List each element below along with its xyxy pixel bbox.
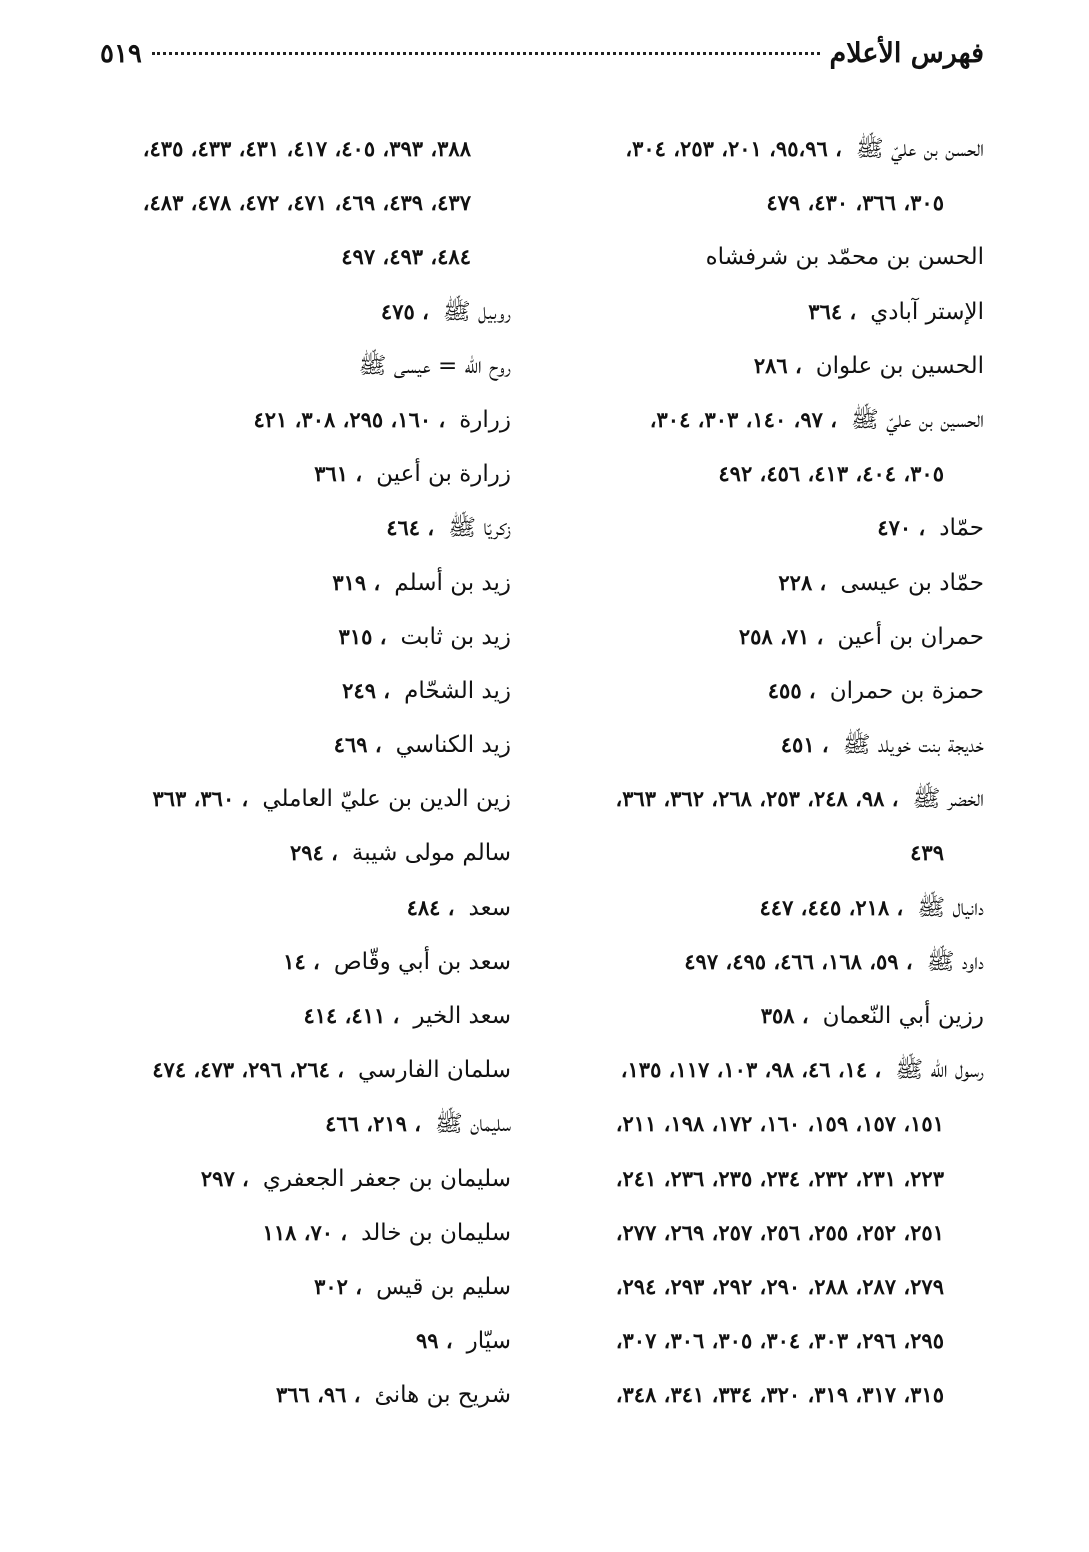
entry-name: حمّاد <box>939 515 984 542</box>
index-entry <box>61 339 511 393</box>
entry-page-refs: ، ٢٤٩ <box>342 677 391 703</box>
entry-page-refs: ، ٤٨٤ <box>406 894 455 920</box>
entry-name: الحسين بن عليّ ﷺ <box>850 406 984 433</box>
entry-name: زين الدين بن عليّ العاملي <box>262 786 511 813</box>
entry-name: حمران بن أعين <box>837 623 984 650</box>
entry-name: سعد الخير <box>413 1003 511 1029</box>
entry-name: روبيل ﷺ <box>442 298 511 325</box>
entry-page-refs: ، ٤٦٩ <box>333 732 382 758</box>
page-number: ٥١٩ <box>100 39 142 69</box>
entry-page-refs: ، ٧٠، ١١٨ <box>262 1219 348 1245</box>
entry-name: الحسن بن عليّ ﷺ <box>855 136 984 162</box>
entry-name: زيد بن أسلم <box>394 569 511 596</box>
entry-page-refs: ٣٠٥، ٣٦٦، ٤٣٠، ٤٧٩ <box>766 190 944 216</box>
page-header <box>100 38 984 88</box>
index-entry <box>61 1097 511 1151</box>
index-entry-continuation <box>61 176 511 230</box>
entry-name: الإستر آبادي <box>870 298 984 325</box>
index-entry <box>534 122 984 176</box>
entry-name: دانيال ﷺ <box>917 894 984 921</box>
entry-page-refs: ، ٩٧، ١٤٠، ٣٠٣، ٣٠٤، <box>649 406 837 432</box>
entry-page-refs: ، ٤٥١ <box>780 732 829 758</box>
entry-name: الحسين بن علوان <box>815 352 984 379</box>
index-entry <box>534 989 984 1043</box>
index-entry-continuation <box>534 1152 984 1206</box>
index-entry-continuation <box>534 1260 984 1314</box>
index-entry-continuation <box>534 826 984 880</box>
entry-page-refs: ، ٢٢٨ <box>778 569 827 595</box>
index-entry-continuation <box>534 1368 984 1422</box>
index-entry <box>534 935 984 989</box>
entry-page-refs: ، ٣٦٤ <box>808 298 857 324</box>
entry-name: زيد بن ثابت <box>400 623 511 650</box>
entry-page-refs: ، ٣٥٨ <box>760 1003 809 1028</box>
index-entry <box>61 826 511 880</box>
index-entry-continuation <box>534 176 984 230</box>
index-entry <box>61 989 511 1043</box>
entry-name: داود ﷺ <box>926 948 984 975</box>
entry-page-refs: ، ٤٧٥ <box>380 298 429 324</box>
entry-page-refs: ، ٢٩٧ <box>200 1165 249 1191</box>
index-entry <box>61 881 511 935</box>
entry-name: زرارة بن أعين <box>376 461 511 488</box>
index-entry <box>534 285 984 339</box>
entry-name: رسول الله ﷺ <box>895 1057 984 1084</box>
entry-name: سليمان بن خالد <box>361 1219 511 1246</box>
entry-page-refs: ، ٤٥٥ <box>767 677 816 703</box>
entry-page-refs: ، ٣٠٢ <box>314 1273 363 1299</box>
index-entry <box>534 881 984 935</box>
entry-name: زيد الشحّام <box>404 677 511 704</box>
index-entry <box>534 230 984 284</box>
index-column-right <box>534 122 984 1423</box>
entry-page-refs: ، ١٤ <box>283 948 320 974</box>
entry-page-refs: ، ٢٦٤، ٢٩٦، ٤٧٣، ٤٧٤ <box>152 1057 345 1083</box>
entry-page-refs: ، ١٤، ٤٦، ٩٨، ١٠٣، ١١٧، ١٣٥، <box>620 1057 882 1083</box>
index-entry <box>61 772 511 826</box>
index-column-left <box>61 122 511 1423</box>
entry-name: شريح بن هانئ <box>374 1382 511 1409</box>
entry-name: سليم بن قيس <box>376 1273 511 1300</box>
leader-dots <box>152 52 820 55</box>
entry-page-refs: ٢٥١، ٢٥٢، ٢٥٥، ٢٥٦، ٢٥٧، ٢٦٩، ٢٧٧، <box>615 1219 944 1245</box>
entry-page-refs: ٣٠٥، ٤٠٤، ٤١٣، ٤٥٦، ٤٩٢ <box>718 461 944 487</box>
index-entry <box>534 772 984 826</box>
index-entry <box>534 610 984 664</box>
index-entry <box>534 718 984 772</box>
index-entry <box>61 393 511 447</box>
entry-page-refs: ، ٢١٩، ٤٦٦ <box>325 1111 422 1137</box>
index-entry <box>61 610 511 664</box>
index-entry-continuation <box>534 447 984 501</box>
index-entry <box>534 556 984 610</box>
index-entry <box>61 1206 511 1260</box>
entry-page-refs: ٢٢٣، ٢٣١، ٢٣٢، ٢٣٤، ٢٣٥، ٢٣٦، ٢٤١، <box>615 1165 944 1191</box>
index-entry <box>61 935 511 989</box>
index-entry-continuation <box>534 1314 984 1368</box>
index-entry <box>534 501 984 555</box>
index-entry <box>61 501 511 555</box>
index-entry-continuation <box>61 122 511 176</box>
entry-name: زيد الكناسي <box>395 732 511 759</box>
entry-page-refs: ٢٧٩، ٢٨٧، ٢٨٨، ٢٩٠، ٢٩٢، ٢٩٣، ٢٩٤، <box>615 1273 944 1299</box>
index-entry <box>61 718 511 772</box>
entry-page-refs: ، ٧١، ٢٥٨ <box>738 623 824 649</box>
entry-page-refs: ، ١٦٠، ٢٩٥، ٣٠٨، ٤٢١ <box>253 406 446 432</box>
entry-page-refs: ، ٩٦، ٣٦٦ <box>275 1382 361 1408</box>
entry-page-refs: ، ٢٩٤ <box>289 840 338 866</box>
entry-page-refs: ، ٣٦١ <box>314 461 363 487</box>
entry-page-refs: ، ٩٩ <box>416 1328 453 1354</box>
entry-name: حمّاد بن عيسى <box>840 569 984 596</box>
entry-name: سليمان بن جعفر الجعفري <box>262 1165 511 1192</box>
entry-name: الحسن بن محمّد بن شرفشاه <box>705 244 984 271</box>
index-entry <box>534 393 984 447</box>
entry-page-refs: ٢٩٥، ٢٩٦، ٣٠٣، ٣٠٤، ٣٠٥، ٣٠٦، ٣٠٧، <box>615 1328 944 1354</box>
index-entry-continuation <box>534 1097 984 1151</box>
entry-page-refs: ، ٣٦٠، ٣٦٣ <box>152 786 249 812</box>
entry-page-refs: ٤٣٧، ٤٣٩، ٤٦٩، ٤٧١، ٤٧٢، ٤٧٨، ٤٨٣، <box>142 190 471 216</box>
index-entry <box>534 664 984 718</box>
entry-name: زرارة <box>459 406 511 433</box>
entry-page-refs: ٤٣٩ <box>910 840 944 866</box>
entry-name: سليمان ﷺ <box>435 1111 511 1138</box>
index-entry <box>61 556 511 610</box>
entry-name: حمزة بن حمران <box>829 677 984 704</box>
entry-page-refs: ، ٢١٨، ٤٤٥، ٤٤٧ <box>759 894 904 920</box>
entry-page-refs: ٣٨٨، ٣٩٣، ٤٠٥، ٤١٧، ٤٣١، ٤٣٣، ٤٣٥، <box>142 136 471 161</box>
entry-page-refs: ، ٣١٩ <box>332 569 381 595</box>
entry-page-refs: ، ٤١١، ٤١٤ <box>303 1003 400 1028</box>
index-entry <box>534 1043 984 1097</box>
entry-name: روح الله = عيسى ﷺ <box>358 352 511 379</box>
entry-name: سالم مولى شيبة <box>351 840 511 867</box>
entry-name: سيّار <box>466 1328 511 1355</box>
index-entry <box>61 664 511 718</box>
entry-name: زكريّا ﷺ <box>448 515 511 542</box>
index-entry <box>61 447 511 501</box>
entry-page-refs: ٣١٥، ٣١٧، ٣١٩، ٣٢٠، ٣٣٤، ٣٤١، ٣٤٨، <box>615 1382 944 1408</box>
entry-name: خديجة بنت خويلد ﷺ <box>842 732 984 759</box>
index-entry <box>61 1152 511 1206</box>
index-entry-continuation <box>534 1206 984 1260</box>
index-entry <box>61 285 511 339</box>
entry-page-refs: ٤٨٤، ٤٩٣، ٤٩٧ <box>341 244 471 270</box>
entry-page-refs: ١٥١، ١٥٧، ١٥٩، ١٦٠، ١٧٢، ١٩٨، ٢١١، <box>615 1111 944 1137</box>
index-entry <box>61 1314 511 1368</box>
entry-page-refs: ، ٤٧٠ <box>877 515 926 541</box>
entry-page-refs: ، ٥٩، ١٦٨، ٤٦٦، ٤٩٥، ٤٩٧ <box>684 948 913 974</box>
entry-name: سعد <box>468 894 511 921</box>
entry-page-refs: ، ٤٦٤ <box>386 515 435 541</box>
index-entry <box>534 339 984 393</box>
index-entry <box>61 1260 511 1314</box>
entry-name: رزين أبي النّعمان <box>822 1003 984 1029</box>
entry-page-refs: ، ٩٥،٩٦، ٢٠١، ٢٥٣، ٣٠٤، <box>625 136 842 161</box>
entry-page-refs: ، ٩٨، ٢٤٨، ٢٥٣، ٢٦٨، ٣٦٢، ٣٦٣، <box>615 786 899 812</box>
index-entry <box>61 1043 511 1097</box>
entry-name: سعد بن أبي وقّاص <box>333 948 511 975</box>
index-entry-continuation <box>61 230 511 284</box>
entry-page-refs: ، ٣١٥ <box>338 623 387 649</box>
running-title: فهرس الأعلام <box>829 38 984 69</box>
entry-name: سلمان الفارسي <box>358 1057 511 1084</box>
index-entry <box>61 1368 511 1422</box>
entry-page-refs: ، ٢٨٦ <box>753 352 802 378</box>
entry-name: الخضر ﷺ <box>912 786 984 813</box>
